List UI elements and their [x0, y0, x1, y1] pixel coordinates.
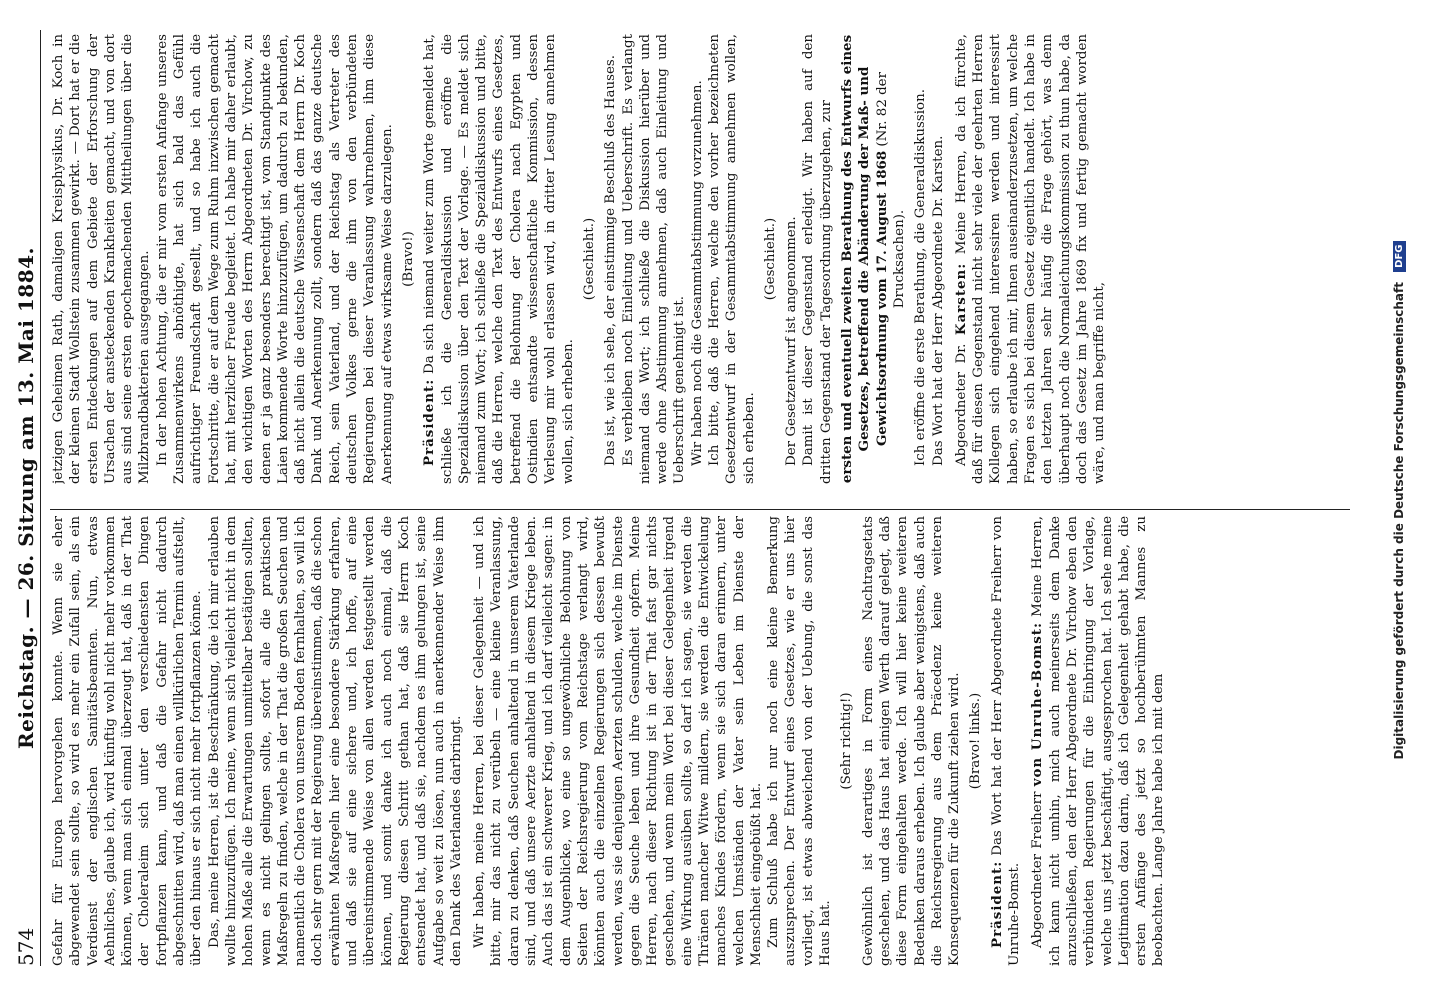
left-paragraph: Das, meine Herren, ist die Beschränkung, die ich mir erlauben wollte hinzuzufügen. Ich meine, wenn sich vielleicht nicht in dem hohen Maße alle die Erwartungen unmittelbar bestätigen sollten, wenn es nicht gelingen sollte, sofort alle die praktischen Maßregeln zu finden, welche in der That die großen Seuchen und namentlich die Cholera von unserem Boden fernhalten, so will ich doch sehr gern mit der Regierung übereinstimmen, daß die schon erwähnten Maßregeln hier eine besondere Stärkung erfahren, und daß sie auf eine sichere und, ich hoffe, auf eine übereinstimmende Weise von allen werden festgestellt werden können, und somit danke ich auch noch einmal, daß die Regierung diesen Schritt gethan hat, daß sie Herrn Koch entsendet hat, und daß sie, nachdem es ihm gelungen ist, seine Aufgabe so weit zu lösen, nun auch in anerkennender Weise ihm den Dank des Vaterlandes darbringt. — [206, 516, 464, 966]
credit-text: Digitalisierung gefördert durch die Deutsche Forschungsgemeinschaft — [1392, 282, 1406, 760]
right-paragraph: Das Wort hat der Herr Abgeordnete Dr. Karsten. — [930, 135, 946, 466]
speaker-label: Präsident: — [421, 378, 438, 466]
left-paragraph: Zum Schluß habe ich nur noch eine kleine Bemerkung auszusprechen. Der Entwurf eines Gesetzes, wie er uns hier vorliegt, ist etwas abweichend von der Uebung, die sonst das Haus hat. — [766, 516, 834, 966]
left-paragraph: Gefahr für Europa hervorgehen konnte. Wenn sie eher abgewendet sein sollte, so wird es mehr ein Zufall sein, als ein Verdienst der englischen Sanitätsbeamten. Nun, etwas Aehnliches, glaube ich, wird künftig wohl nicht mehr vorkommen können, wenn man sich einmal überzeugt hat, daß in der That der Choleraleim sich unter den verschiedensten Dingen fortpflanzen kann, und daß die Gefahr nicht dadurch abgeschnitten wird, daß man einen willkürlichen Termin aufstellt, über den hinaus er sich nicht mehr fortpflanzen könne. — [51, 516, 205, 966]
interjection: (Bravo!) — [400, 231, 416, 287]
digitization-credit — [1392, 34, 1422, 966]
right-paragraph: Damit ist dieser Gegenstand erledigt. Wir haben auf den dritten Gegenstand der Tagesordnung überzugehen, zur — [801, 34, 834, 484]
speech-text: Das Wort hat der Herr Abgeordnete Freiherr von Unruhe-Bomst. — [989, 516, 1023, 966]
speech — [953, 34, 1109, 484]
left-paragraph: Wir haben, meine Herren, bei dieser Gelegenheit — und ich bitte, mir das nicht zu verübeln — eine kleine Veranlassung, daran zu denken, daß Seuchen anhaltend in unserem Vaterlande sind, und daß unsere Aerzte anhaltend in diesem Kriege leben. Auch das ist ein schwerer Krieg, und ich darf vielleicht sagen: in dem Augenblicke, wo eine so ungewöhnliche Belohnung von Seiten der Reichsregierung vom Reichstage verlangt wird, könnten auch die einzelnen Regierungen sich dessen bewußt werden, was sie denjenigen Aerzten schulden, welche im Dienste gegen die Seuche leben und ihre Gesundheit opfern. Meine Herren, nach dieser Richtung ist in der That fast gar nichts geschehen, und wenn mein Wort bei dieser Gelegenheit irgend eine Wirkung ausüben sollte, so darf ich sagen, sie werden die Thränen mancher Witwe mildern, sie werden die Entwickelung manches Kindes fördern, wenn sie sich daran erinnern, unter welchen Umständen der Vater sein Leben im Dienste der Menschheit eingebüßt hat. — [472, 516, 764, 966]
right-column — [50, 34, 1350, 484]
page-number: 574 — [14, 927, 38, 966]
page-header — [10, 30, 41, 966]
right-paragraph: Wir haben noch die Gesammtabstimmung vorzunehmen. — [689, 80, 705, 466]
president-remark — [989, 516, 1024, 966]
speaker-name: Karsten: — [952, 262, 969, 336]
column-divider — [50, 509, 1350, 510]
president-remark — [421, 34, 577, 484]
right-paragraph: Das ist, wie ich sehe, der einstimmige Beschluß des Hauses. — [603, 55, 619, 466]
dfg-logo: DFG — [1393, 241, 1406, 272]
right-paragraph: Es verbleiben noch Einleitung und Ueberschrift. Es verlangt niemand das Wort; ich schließe die Diskussion hierüber und werde ohne Abstimmung annehmen, daß auch Einleitung und Ueberschrift genehmigt ist. — [620, 34, 688, 484]
speech-text: Meine Herren, ich kann nicht umhin, mich auch meinerseits dem Danke anzuschließen, den der Herr Abgeordnete Dr. Virchow eben den verbündeten Regierungen für die Einbringung der Vorlage, welche uns jetzt beschäftigt, ausgesprochen hat. Ich sehe meine Legitimation dazu darin, daß ich Gelegenheit gehabt habe, die ersten Anfänge des jetzt so hochberühmten Mannes zu beobachten. Lange Jahre habe ich mit dem — [1030, 516, 1167, 966]
speaker-intro: Abgeordneter Dr. — [953, 343, 969, 466]
interjection: (Geschieht.) — [762, 217, 778, 301]
speech-text: Da sich niemand weiter zum Worte gemeldet hat, schließe ich die Generaldiskussion und eröffne die Spezialdiskussion über den Text der Vorlage. — Es meldet sich niemand zum Wort; ich schließe die Spezialdiskussion und bitte, daß die Herren, welche den Text des Entwurfs eines Gesetzes, betreffend die Belohnung der Cholera nach Egypten und Ostindien entsandte wissenschaftliche Kommission, dessen Verlesung mir wohl erlassen wird, in dritter Lesung annehmen wollen, sich erheben. — [422, 34, 576, 484]
page-title: Reichstag. — 26. Sitzung am 13. Mai 1884. — [14, 246, 38, 750]
speaker-name: von Unruhe-Bomst: — [1029, 622, 1046, 787]
right-paragraph: jetzigen Geheimen Rath, damaligen Kreisphysikus, Dr. Koch in der kleinen Stadt Wollstein zusammen gewirkt. — Dort hat er die ersten Entdeckungen auf dem Gebiete der Erforschung der Ursachen der ansteckenden Krankheiten gemacht, und von dort aus sind seine ersten epochemachenden Mittheilungen über die Milzbrandbakterien ausgegangen. — [51, 34, 153, 484]
right-paragraph: In der hohen Achtung, die er mir vom ersten Anfange unseres Zusammenwirkens abnöthigte, hat sich bald das Gefühl aufrichtiger Freundschaft gesellt, und so habe ich auch die Fortschritte, die er auf dem Wege zum Ruhm inzwischen gemacht hat, mit herzlicher Freude begleitet. Ich habe mir daher erlaubt, den wichtigen Worten des Herrn Abgeordneten Dr. Virchow, zu denen er ja ganz besonders berechtigt ist, vom Standpunkte des Laien kommende Worte hinzuzufügen, um dadurch zu bekunden, daß nicht allein die deutsche Wissenschaft dem Herrn Dr. Koch Dank und Anerkennung zollt, sondern daß das ganze deutsche Reich, sein Vaterland, und der Reichstag als Vertreter des deutschen Volkes gerne die ihm von den verbündeten Regierungen bei dieser Veranlassung wahrnehmen, ihm diese Anerkennung auf etwas wirksame Weise darzulegen. — [154, 34, 395, 484]
interjection: (Bravo! links.) — [968, 692, 984, 790]
agenda-reference: (Nr. 82 der Drucksachen). — [874, 72, 907, 309]
speech — [1029, 516, 1167, 966]
speech-text: Meine Herren, da ich fürchte, daß für diesen Gegenstand nicht sehr viele der geehrten Herren Kollegen sich eingehend interessiren werden und interessirt haben, so erlaube ich mir, Ihnen auseinanderzusetzen, um welche Fragen es sich bei diesem Gesetz eigentlich handelt. Ich habe in den letzten Jahren sehr häufig die Frage gehört, was denn überhaupt noch die Normaleichungskommission zu thun habe, da doch das Gesetz im Jahre 1869 fix und fertig gemacht worden wäre, und man begriffe nicht, — [953, 34, 1108, 484]
agenda-title: ersten und eventuell zweiten Berathung des Entwurfs eines Gesetzes, betreffend die Abänderung der Maß- und Gewichtsordnung vom 17. August 1868 — [839, 34, 890, 484]
speaker-label: Präsident: — [988, 860, 1005, 948]
interjection: (Geschieht.) — [581, 217, 597, 301]
left-column — [50, 516, 1350, 966]
speaker-intro: Abgeordneter Freiherr — [1030, 791, 1046, 948]
agenda-item — [839, 34, 908, 484]
right-paragraph: Ich bitte, daß die Herren, welche den vorher bezeichneten Gesetzentwurf in der Gesammtabstimmung annehmen wollen, sich erheben. — [706, 34, 757, 484]
right-paragraph: Ich eröffne die erste Berathung, die Generaldiskussion. — [913, 89, 929, 466]
interjection: (Sehr richtig!) — [839, 692, 855, 790]
right-paragraph: Der Gesetzentwurf ist angenommen. — [784, 216, 800, 466]
left-paragraph: Gewöhnlich ist derartiges in Form eines Nachtragsetats geschehen, und das Haus hat einigen Werth darauf gelegt, daß diese Form eingehalten werde. Ich will hier keine weiteren Bedenken daraus erheben. Ich glaube aber wenigstens, daß auch die Reichsregierung aus dem Präcedenz keine weiteren Konsequenzen für die Zukunft ziehen wird. — [860, 516, 963, 966]
